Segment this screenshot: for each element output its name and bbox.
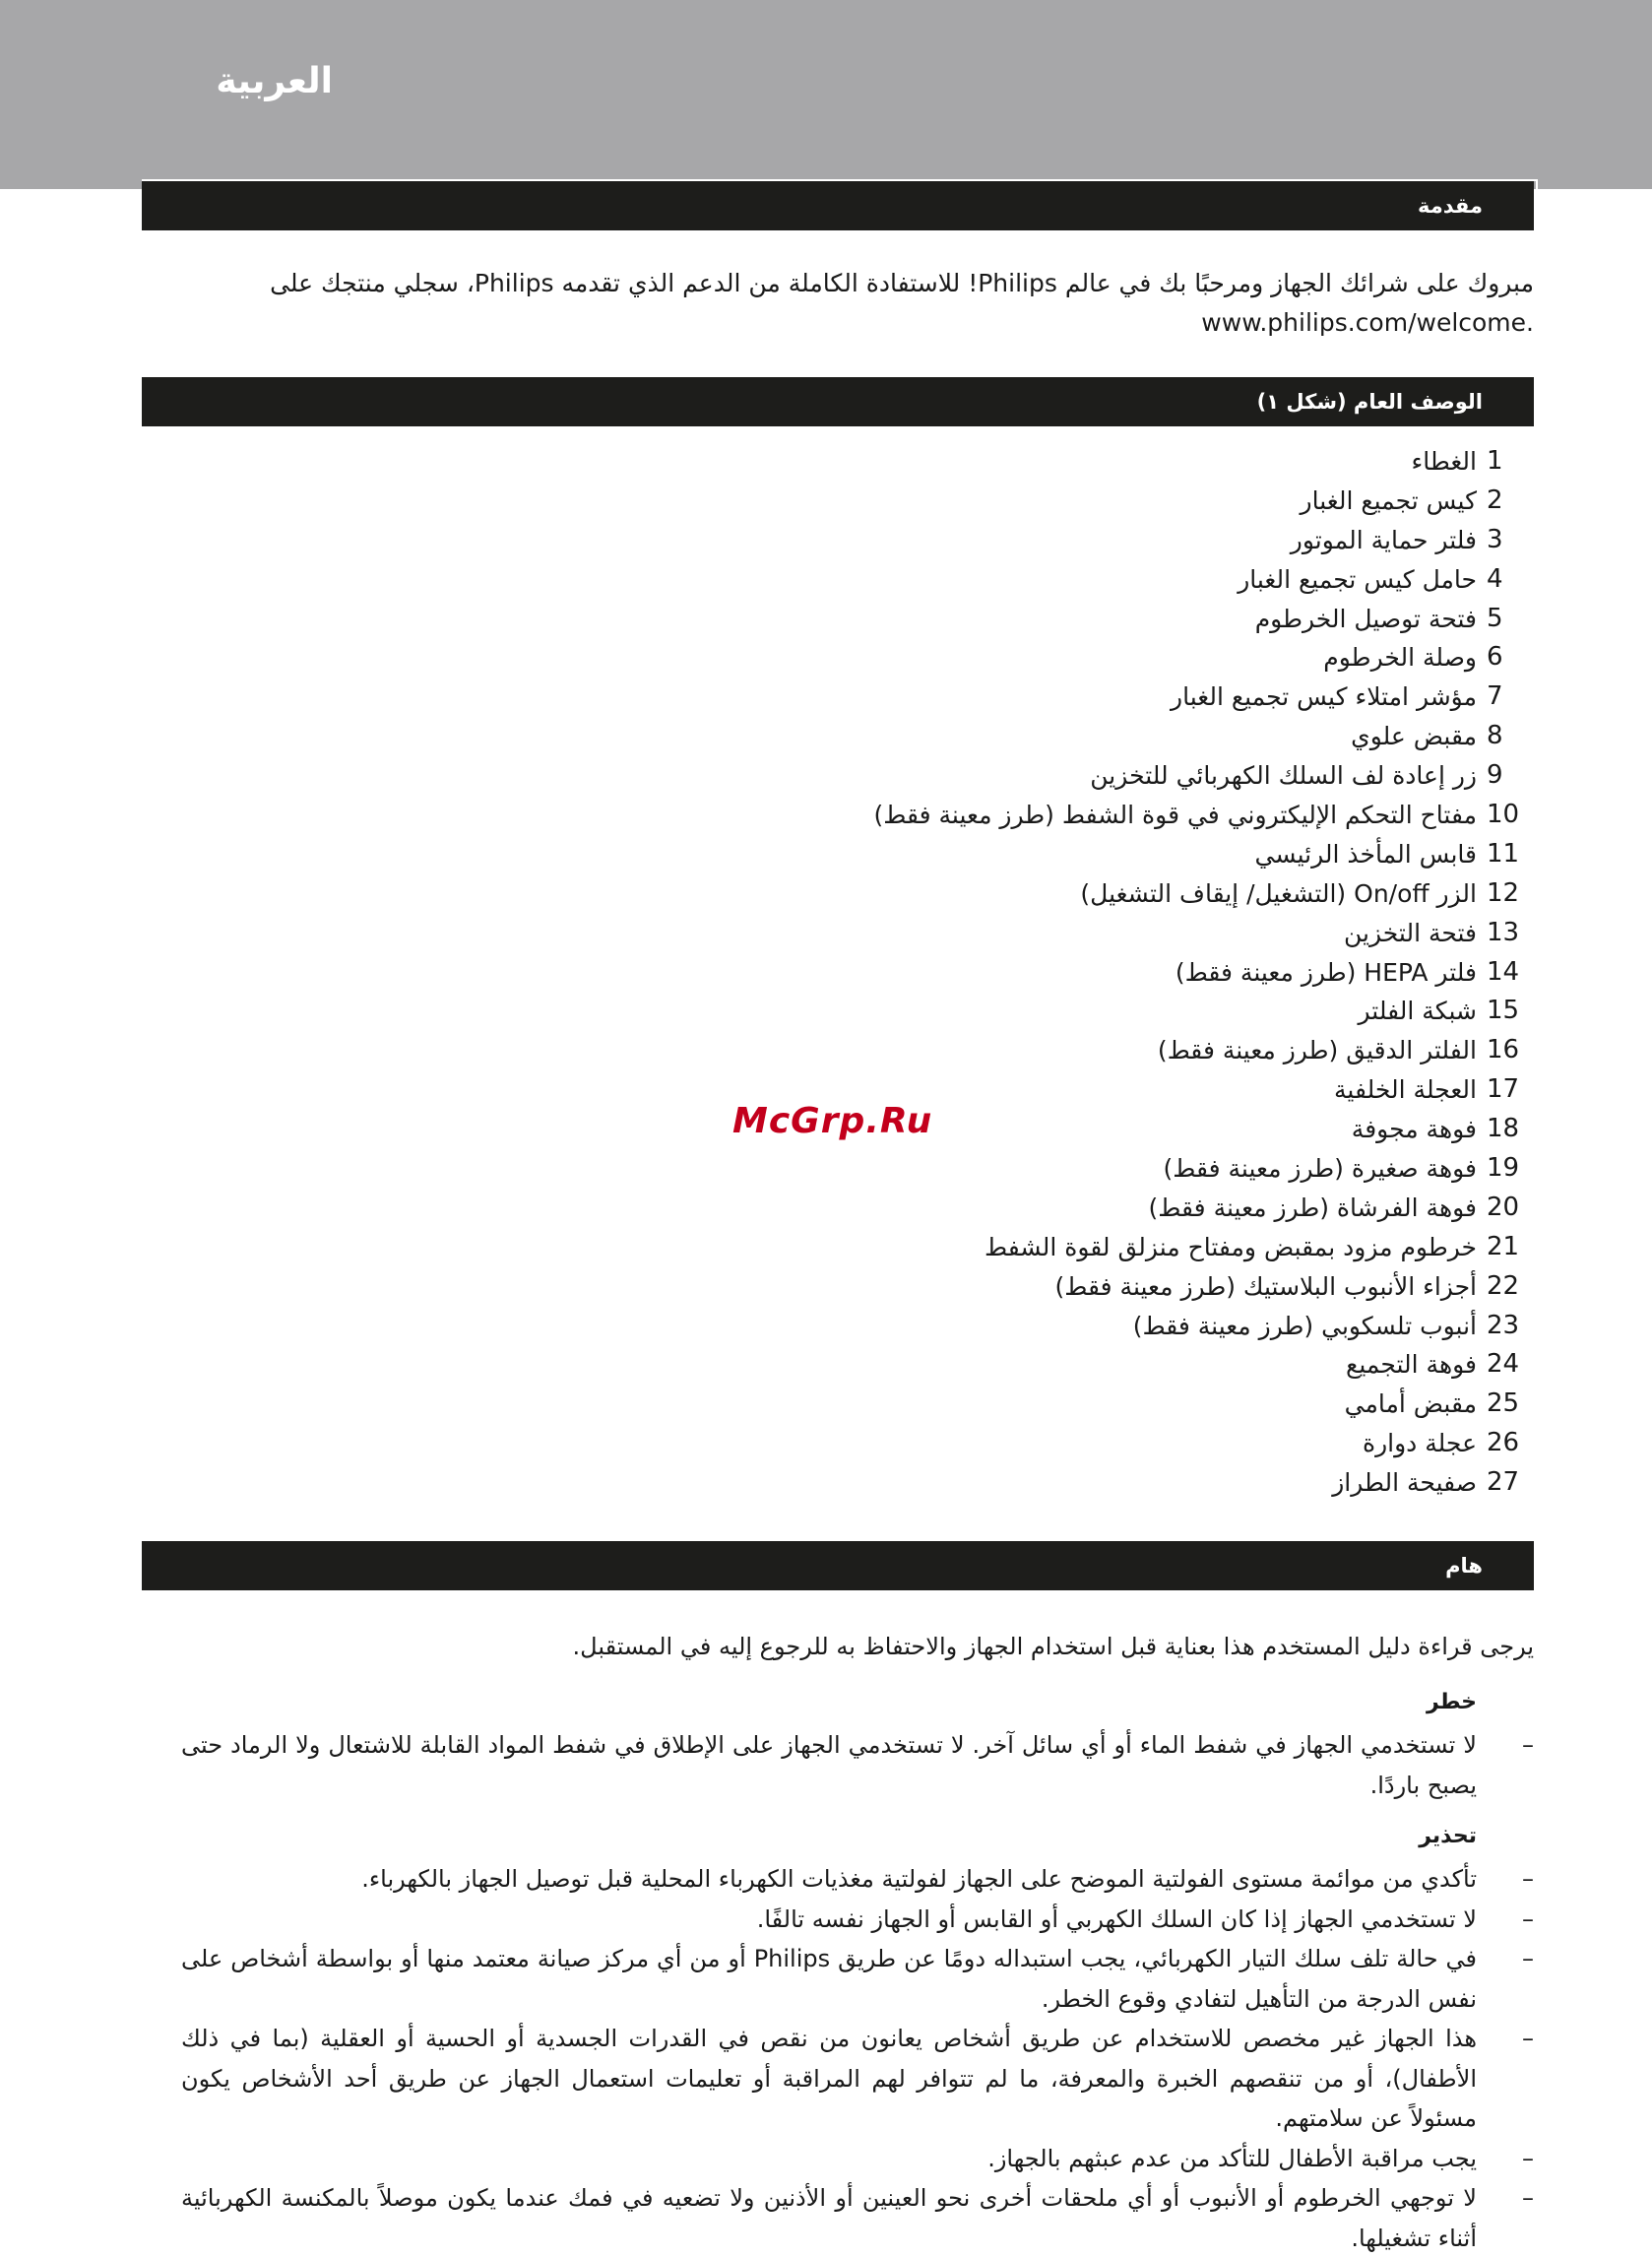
list-item xyxy=(648,638,1534,677)
list-item-label: فوهة مجوفة xyxy=(1351,1115,1477,1144)
list-item-label: العجلة الخلفية xyxy=(1334,1075,1477,1105)
intro-line-2: .www.philips.com/welcome xyxy=(1201,308,1534,337)
list-item-number: 10 xyxy=(1487,800,1520,830)
danger-heading: خطر xyxy=(1427,1690,1477,1714)
list-item xyxy=(648,560,1534,600)
list-item-number: 13 xyxy=(1487,917,1520,947)
list-item-number: 17 xyxy=(1487,1074,1520,1105)
parts-list xyxy=(648,442,1534,1503)
list-item-number: 16 xyxy=(1487,1035,1520,1065)
watermark: McGrp.Ru xyxy=(732,1101,933,1141)
list-item-number: 24 xyxy=(1487,1349,1520,1380)
section-bar-overview xyxy=(142,377,1534,426)
danger-list xyxy=(142,1725,1534,1805)
list-item xyxy=(648,914,1534,953)
bullet-text: تأكدي من موائمة مستوى الفولتية الموضح على الجهاز لفولتية مغذيات الكهرباء المحلية قبل توصيل الجهاز بالكهرباء. xyxy=(361,1865,1477,1893)
list-item xyxy=(648,1149,1534,1189)
list-item-label: خرطوم مزود بمقبض ومفتاح منزلق لقوة الشفط xyxy=(985,1232,1477,1261)
list-item xyxy=(648,1424,1534,1463)
list-item xyxy=(648,992,1534,1031)
section-bar-intro xyxy=(142,181,1534,230)
list-item-number: 22 xyxy=(1487,1270,1520,1301)
list-item-label: مؤشر امتلاء كيس تجميع الغبار xyxy=(1171,682,1477,712)
list-item xyxy=(648,1228,1534,1267)
list-item-number: 2 xyxy=(1487,484,1503,515)
list-item-label: فوهة التجميع xyxy=(1346,1350,1477,1380)
list-item-number: 1 xyxy=(1487,446,1503,476)
list-item-label: شبكة الفلتر xyxy=(1358,997,1477,1026)
list-item-number: 25 xyxy=(1487,1388,1520,1419)
list-item-number: 18 xyxy=(1487,1114,1520,1144)
list-item-label: الزر On/off (التشغيل/ إيقاف التشغيل) xyxy=(1080,878,1477,908)
warning-heading: تحذير xyxy=(1419,1824,1477,1848)
list-item-number: 9 xyxy=(1487,760,1503,791)
list-item-number: 23 xyxy=(1487,1310,1520,1340)
list-item-number: 11 xyxy=(1487,838,1520,869)
bullet-item xyxy=(142,1859,1534,1900)
list-item xyxy=(648,1307,1534,1346)
list-item-label: أنبوب تلسكوبي (طرز معينة فقط) xyxy=(1132,1311,1477,1340)
bullet-item xyxy=(142,1939,1534,2019)
list-item-label: الغطاء xyxy=(1411,447,1477,476)
list-item xyxy=(648,1267,1534,1307)
bullet-text: لا تستخدمي الجهاز في شفط الماء أو أي سائل آخر. لا تستخدمي الجهاز على الإطلاق في شفط المواد القابلة للاشتعال ولا الرماد حتى يصبح باردًا. xyxy=(181,1731,1477,1799)
list-item xyxy=(648,717,1534,756)
section-title-intro: مقدمة xyxy=(1418,194,1483,218)
list-item-label: مقبض أمامي xyxy=(1344,1389,1477,1419)
list-item-number: 27 xyxy=(1487,1467,1520,1498)
section-title-overview: الوصف العام (شكل ١) xyxy=(1256,390,1483,414)
list-item-label: حامل كيس تجميع الغبار xyxy=(1238,564,1477,594)
list-item xyxy=(648,677,1534,717)
section-bar-important xyxy=(142,1541,1534,1590)
list-item xyxy=(648,796,1534,835)
list-item-number: 19 xyxy=(1487,1153,1520,1184)
section-title-important: هام xyxy=(1445,1554,1483,1578)
list-item xyxy=(648,521,1534,560)
list-item xyxy=(648,953,1534,993)
bullet-dash: – xyxy=(1522,1865,1534,1893)
list-item xyxy=(648,1189,1534,1228)
list-item-number: 3 xyxy=(1487,524,1503,554)
bullet-text: في حالة تلف سلك التيار الكهربائي، يجب استبداله دومًا عن طريق Philips أو من أي مركز صيانة معتمد منها أو بواسطة أشخاص على نفس الدرجة من التأهيل لتفادي وقوع الخطر. xyxy=(181,1945,1477,2013)
list-item-label: مقبض علوي xyxy=(1351,722,1477,751)
bullet-dash: – xyxy=(1522,2144,1534,2172)
list-item-label: مفتاح التحكم الإليكتروني في قوة الشفط (طرز معينة فقط) xyxy=(873,801,1477,830)
bullet-text: لا توجهي الخرطوم أو الأنبوب أو أي ملحقات أخرى نحو العينين أو الأذنين ولا تضعيه في فمك عندما يكون موصلاً بالمكنسة الكهربائية أثناء تشغيلها. xyxy=(181,2184,1477,2252)
list-item-label: فوهة صغيرة (طرز معينة فقط) xyxy=(1163,1154,1477,1184)
list-item-number: 14 xyxy=(1487,956,1520,987)
list-item-number: 20 xyxy=(1487,1192,1520,1222)
warning-list xyxy=(142,1859,1534,2258)
bullet-text: يجب مراقبة الأطفال للتأكد من عدم عبثهم بالجهاز. xyxy=(987,2144,1477,2172)
language-title: العربية xyxy=(216,61,333,101)
list-item-number: 7 xyxy=(1487,681,1503,712)
bullet-dash: – xyxy=(1522,2025,1534,2052)
list-item-label: فلتر حماية الموتور xyxy=(1290,525,1477,554)
list-item xyxy=(648,1385,1534,1424)
bullet-text: لا تستخدمي الجهاز إذا كان السلك الكهربي أو القابس أو الجهاز نفسه تالفًا. xyxy=(756,1904,1477,1933)
list-item xyxy=(648,1463,1534,1503)
list-item-label: أجزاء الأنبوب البلاستيك (طرز معينة فقط) xyxy=(1054,1271,1477,1301)
list-item-label: صفيحة الطراز xyxy=(1332,1468,1477,1498)
list-item-number: 12 xyxy=(1487,877,1520,908)
list-item xyxy=(648,756,1534,796)
bullet-dash: – xyxy=(1522,2184,1534,2212)
list-item-label: الفلتر الدقيق (طرز معينة فقط) xyxy=(1157,1036,1477,1065)
list-item-number: 4 xyxy=(1487,563,1503,594)
list-item-label: فتحة توصيل الخرطوم xyxy=(1254,604,1477,633)
bullet-dash: – xyxy=(1522,1731,1534,1759)
bullet-dash: – xyxy=(1522,1945,1534,1972)
list-item-label: قابس المأخذ الرئيسي xyxy=(1254,839,1477,869)
intro-line-1: مبروك على شرائك الجهاز ومرحبًا بك في عالم Philips! للاستفادة الكاملة من الدعم الذي تقدمه Philips، سجلي منتجك على xyxy=(270,269,1534,297)
important-intro: يرجى قراءة دليل المستخدم هذا بعناية قبل استخدام الجهاز والاحتفاظ به للرجوع إليه في المستقبل. xyxy=(572,1633,1534,1660)
list-item xyxy=(648,1345,1534,1385)
list-item-number: 26 xyxy=(1487,1428,1520,1458)
list-item-label: وصلة الخرطوم xyxy=(1323,643,1477,673)
bullet-text: هذا الجهاز غير مخصص للاستخدام عن طريق أشخاص يعانون من نقص في القدرات الجسدية أو الحسية أو العقلية (بما في ذلك الأطفال)، أو من تنقصهم الخبرة والمعرفة، ما لم تتوافر لهم المراقبة أو تعليمات استعمال الجهاز عن طريق أحد الأشخاص يكون مسئولاً عن سلامتهم. xyxy=(181,2025,1477,2132)
bullet-item xyxy=(142,2139,1534,2179)
list-item xyxy=(648,482,1534,521)
list-item-label: زر إعادة لف السلك الكهربائي للتخزين xyxy=(1090,761,1477,791)
bullet-item xyxy=(142,2178,1534,2258)
list-item-label: فلتر HEPA (طرز معينة فقط) xyxy=(1175,957,1477,987)
list-item-number: 15 xyxy=(1487,996,1520,1026)
intro-paragraph xyxy=(142,264,1534,343)
list-item-label: فوهة الفرشاة (طرز معينة فقط) xyxy=(1148,1193,1477,1222)
list-item xyxy=(648,600,1534,639)
list-item-number: 8 xyxy=(1487,721,1503,751)
list-item-label: كيس تجميع الغبار xyxy=(1300,485,1477,515)
bullet-dash: – xyxy=(1522,1904,1534,1933)
list-item-number: 21 xyxy=(1487,1231,1520,1261)
bullet-item xyxy=(142,1725,1534,1805)
list-item xyxy=(648,835,1534,874)
list-item-label: فتحة التخزين xyxy=(1343,918,1477,947)
list-item-number: 5 xyxy=(1487,603,1503,633)
bullet-item xyxy=(142,2019,1534,2139)
list-item xyxy=(648,442,1534,482)
list-item-label: عجلة دوارة xyxy=(1362,1429,1477,1458)
list-item xyxy=(648,1031,1534,1070)
list-item xyxy=(648,874,1534,914)
list-item-number: 6 xyxy=(1487,642,1503,673)
bullet-item xyxy=(142,1900,1534,1940)
